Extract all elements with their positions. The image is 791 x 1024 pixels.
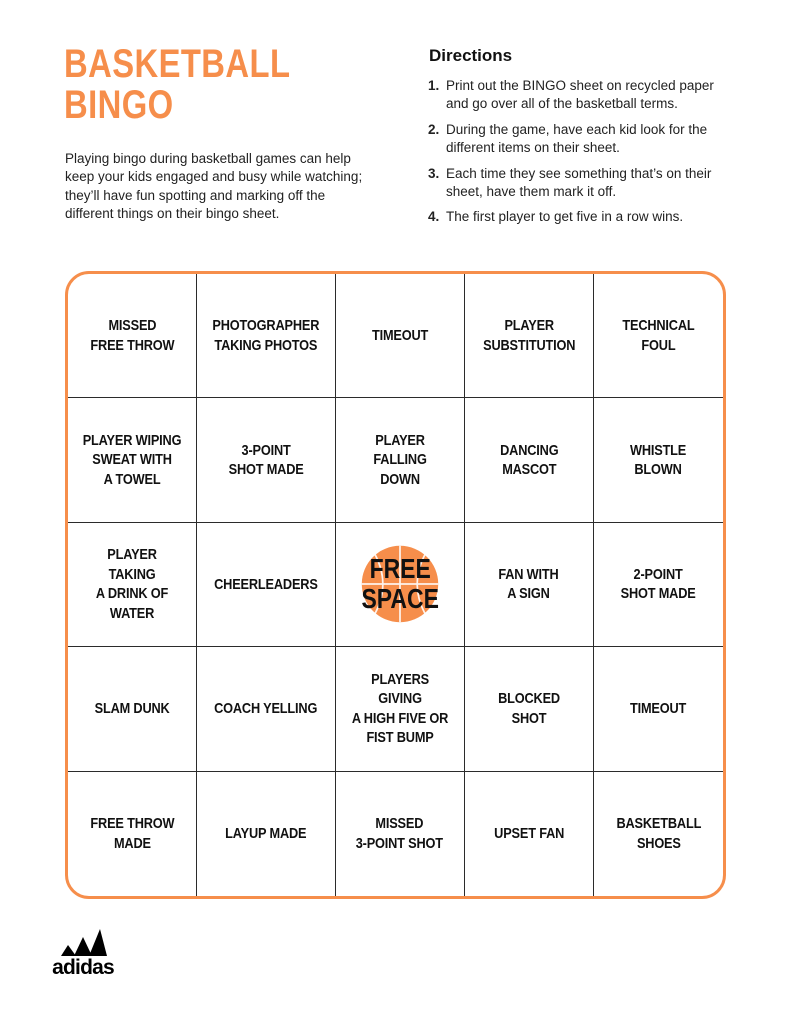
bingo-grid bbox=[68, 274, 723, 896]
bingo-cell-label: BLOCKED SHOT bbox=[497, 690, 560, 727]
bingo-cell-label: MISSED 3-POINT SHOT bbox=[356, 815, 444, 852]
bingo-cell-label: UPSET FAN bbox=[493, 825, 564, 843]
direction-number: 1. bbox=[428, 78, 440, 93]
intro-paragraph: Playing bingo during basketball games can help keep your kids engaged and busy while watching; they’ll have fun spotting and marking off the different things on their bingo sheet. bbox=[65, 151, 363, 222]
free-space-cell[interactable] bbox=[336, 523, 465, 647]
page-title bbox=[64, 44, 290, 126]
bingo-cell-label: PLAYER SUBSTITUTION bbox=[482, 317, 575, 354]
direction-text: The first player to get five in a row wins. bbox=[446, 209, 684, 225]
bingo-cell-label: PLAYER TAKING A DRINK OF WATER bbox=[95, 546, 169, 622]
direction-text: During the game, have each kid look for the different items on their sheet. bbox=[446, 121, 708, 156]
bingo-cell[interactable] bbox=[465, 647, 594, 771]
bingo-cell-label: COACH YELLING bbox=[214, 700, 318, 718]
bingo-cell[interactable] bbox=[594, 647, 723, 771]
bingo-cell-label: BASKETBALL SHOES bbox=[616, 815, 701, 852]
direction-item bbox=[428, 165, 738, 202]
bingo-cell[interactable] bbox=[594, 523, 723, 647]
adidas-three-bars-icon bbox=[59, 928, 107, 956]
bingo-board bbox=[65, 271, 726, 899]
bingo-cell[interactable] bbox=[197, 398, 336, 522]
bingo-cell-label: PLAYERS GIVING A HIGH FIVE OR FIST BUMP bbox=[351, 670, 448, 747]
bingo-cell[interactable] bbox=[68, 523, 197, 647]
bingo-cell[interactable] bbox=[594, 274, 723, 398]
bingo-cell-label: DANCING MASCOT bbox=[499, 441, 559, 479]
direction-item bbox=[428, 121, 738, 158]
bingo-cell[interactable] bbox=[68, 647, 197, 771]
bingo-cell[interactable] bbox=[197, 523, 336, 647]
bingo-cell-label: WHISTLE BLOWN bbox=[630, 441, 687, 479]
bingo-cell-label: FAN WITH A SIGN bbox=[498, 565, 559, 603]
free-space-label: FREE SPACE bbox=[361, 553, 439, 615]
bingo-cell-label: PLAYER FALLING DOWN bbox=[373, 431, 427, 488]
bingo-cell[interactable] bbox=[465, 772, 594, 896]
bingo-cell[interactable] bbox=[68, 772, 197, 896]
bingo-cell[interactable] bbox=[594, 772, 723, 896]
direction-number: 2. bbox=[428, 121, 440, 137]
bingo-cell-label: TIMEOUT bbox=[630, 700, 687, 718]
direction-text: Each time they see something that’s on their sheet, have them mark it off. bbox=[446, 165, 712, 200]
bingo-cell-label: TIMEOUT bbox=[371, 326, 428, 344]
logo-wordmark: adidas bbox=[52, 956, 114, 979]
directions-heading: Directions bbox=[429, 46, 513, 65]
bingo-cell[interactable] bbox=[594, 398, 723, 522]
bingo-cell-label: PLAYER WIPING SWEAT WITH A TOWEL bbox=[82, 431, 182, 488]
bingo-cell-label: 3-POINT SHOT MADE bbox=[228, 441, 304, 479]
title-line-1: BASKETBALL bbox=[64, 42, 291, 86]
bingo-cell-label: SLAM DUNK bbox=[94, 700, 170, 718]
bingo-cell-label: MISSED FREE THROW bbox=[90, 317, 175, 354]
bingo-cell-label: TECHNICAL FOUL bbox=[622, 317, 695, 354]
bingo-cell[interactable] bbox=[465, 274, 594, 398]
bingo-cell-label: PHOTOGRAPHER TAKING PHOTOS bbox=[212, 317, 320, 354]
direction-number: 3. bbox=[428, 165, 440, 181]
bingo-cell[interactable] bbox=[68, 398, 197, 522]
direction-number: 4. bbox=[428, 209, 440, 225]
bingo-cell-label: LAYUP MADE bbox=[225, 825, 307, 843]
bingo-cell[interactable] bbox=[197, 772, 336, 896]
bingo-cell[interactable] bbox=[336, 398, 465, 522]
bingo-cell[interactable] bbox=[197, 647, 336, 771]
directions-list bbox=[428, 77, 738, 234]
bingo-cell[interactable] bbox=[465, 398, 594, 522]
bingo-cell[interactable] bbox=[197, 274, 336, 398]
direction-item bbox=[428, 77, 738, 114]
bingo-cell-label: FREE THROW MADE bbox=[90, 815, 175, 852]
bingo-cell-label: 2-POINT SHOT MADE bbox=[620, 565, 696, 603]
direction-text: Print out the BINGO sheet on recycled paper and go over all of the basketball terms. bbox=[446, 78, 714, 112]
bingo-cell-label: CHEERLEADERS bbox=[214, 575, 318, 593]
adidas-logo bbox=[45, 928, 121, 978]
bingo-cell[interactable] bbox=[68, 274, 197, 398]
bingo-cell[interactable] bbox=[336, 274, 465, 398]
direction-item bbox=[428, 208, 738, 226]
title-line-2: BINGO bbox=[64, 83, 174, 127]
bingo-cell[interactable] bbox=[336, 772, 465, 896]
bingo-cell[interactable] bbox=[336, 647, 465, 771]
bingo-cell[interactable] bbox=[465, 523, 594, 647]
